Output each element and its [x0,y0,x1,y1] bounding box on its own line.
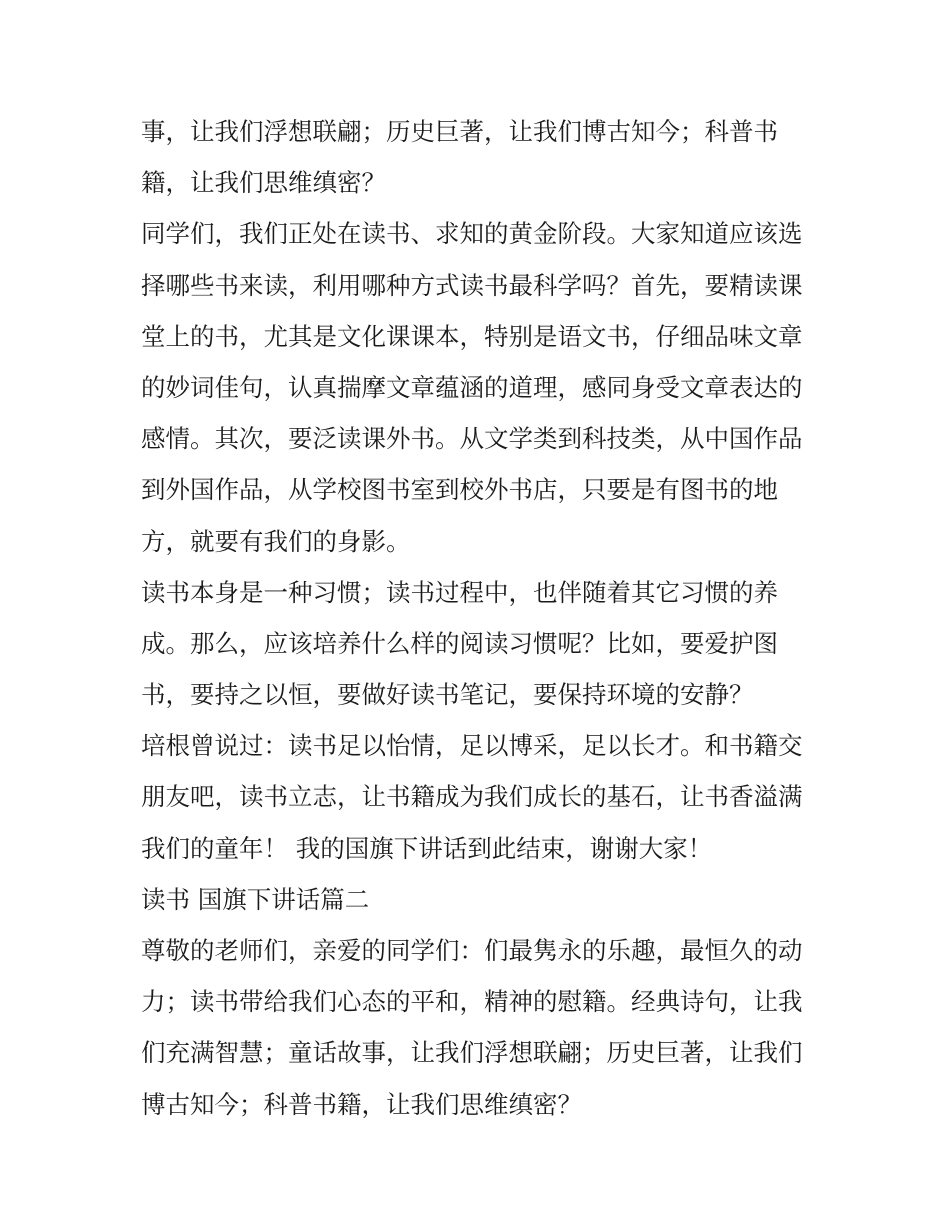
text-line: 们充满智慧；童话故事，让我们浮想联翩；历史巨著，让我们 [141,1038,803,1068]
section-heading: 读书 国旗下讲话篇二 [141,884,370,914]
text-line: 朋友吧，读书立志，让书籍成为我们成长的基石，让书香溢满 [141,782,803,812]
text-line: 我们的童年！ 我的国旗下讲话到此结束，谢谢大家！ [141,833,713,863]
text-line: 方，就要有我们的身影。 [141,526,411,556]
text-line: 力；读书带给我们心态的平和，精神的慰籍。经典诗句，让我 [141,987,803,1017]
document-body [141,106,821,1130]
text-line: 的妙词佳句，认真揣摩文章蕴涵的道理，感同身受文章表达的 [141,372,803,402]
text-line: 到外国作品，从学校图书室到校外书店，只要是有图书的地 [141,475,778,505]
text-line: 博古知今；科普书籍，让我们思维缜密？ [141,1089,582,1119]
text-line: 感情。其次，要泛读课外书。从文学类到科技类，从中国作品 [141,424,803,454]
text-line: 培根曾说过：读书足以怡情，足以博采，足以长才。和书籍交 [141,731,803,761]
text-line: 成。那么，应该培养什么样的阅读习惯呢？比如，要爱护图 [141,628,778,658]
text-line: 读书本身是一种习惯；读书过程中，也伴随着其它习惯的养 [141,577,778,607]
text-line: 择哪些书来读，利用哪种方式读书最科学吗？首先，要精读课 [141,270,803,300]
text-line: 事，让我们浮想联翩；历史巨著，让我们博古知今；科普书 [141,117,778,146]
text-line: 堂上的书，尤其是文化课课本，特别是语文书，仔细品味文章 [141,321,803,351]
text-line: 尊敬的老师们，亲爱的同学们：们最隽永的乐趣，最恒久的动 [141,936,803,965]
text-line: 同学们，我们正处在读书、求知的黄金阶段。大家知道应该选 [141,219,803,249]
text-line: 籍，让我们思维缜密？ [141,168,386,198]
text-line: 书，要持之以恒，要做好读书笔记，要保持环境的安静？ [141,680,754,710]
